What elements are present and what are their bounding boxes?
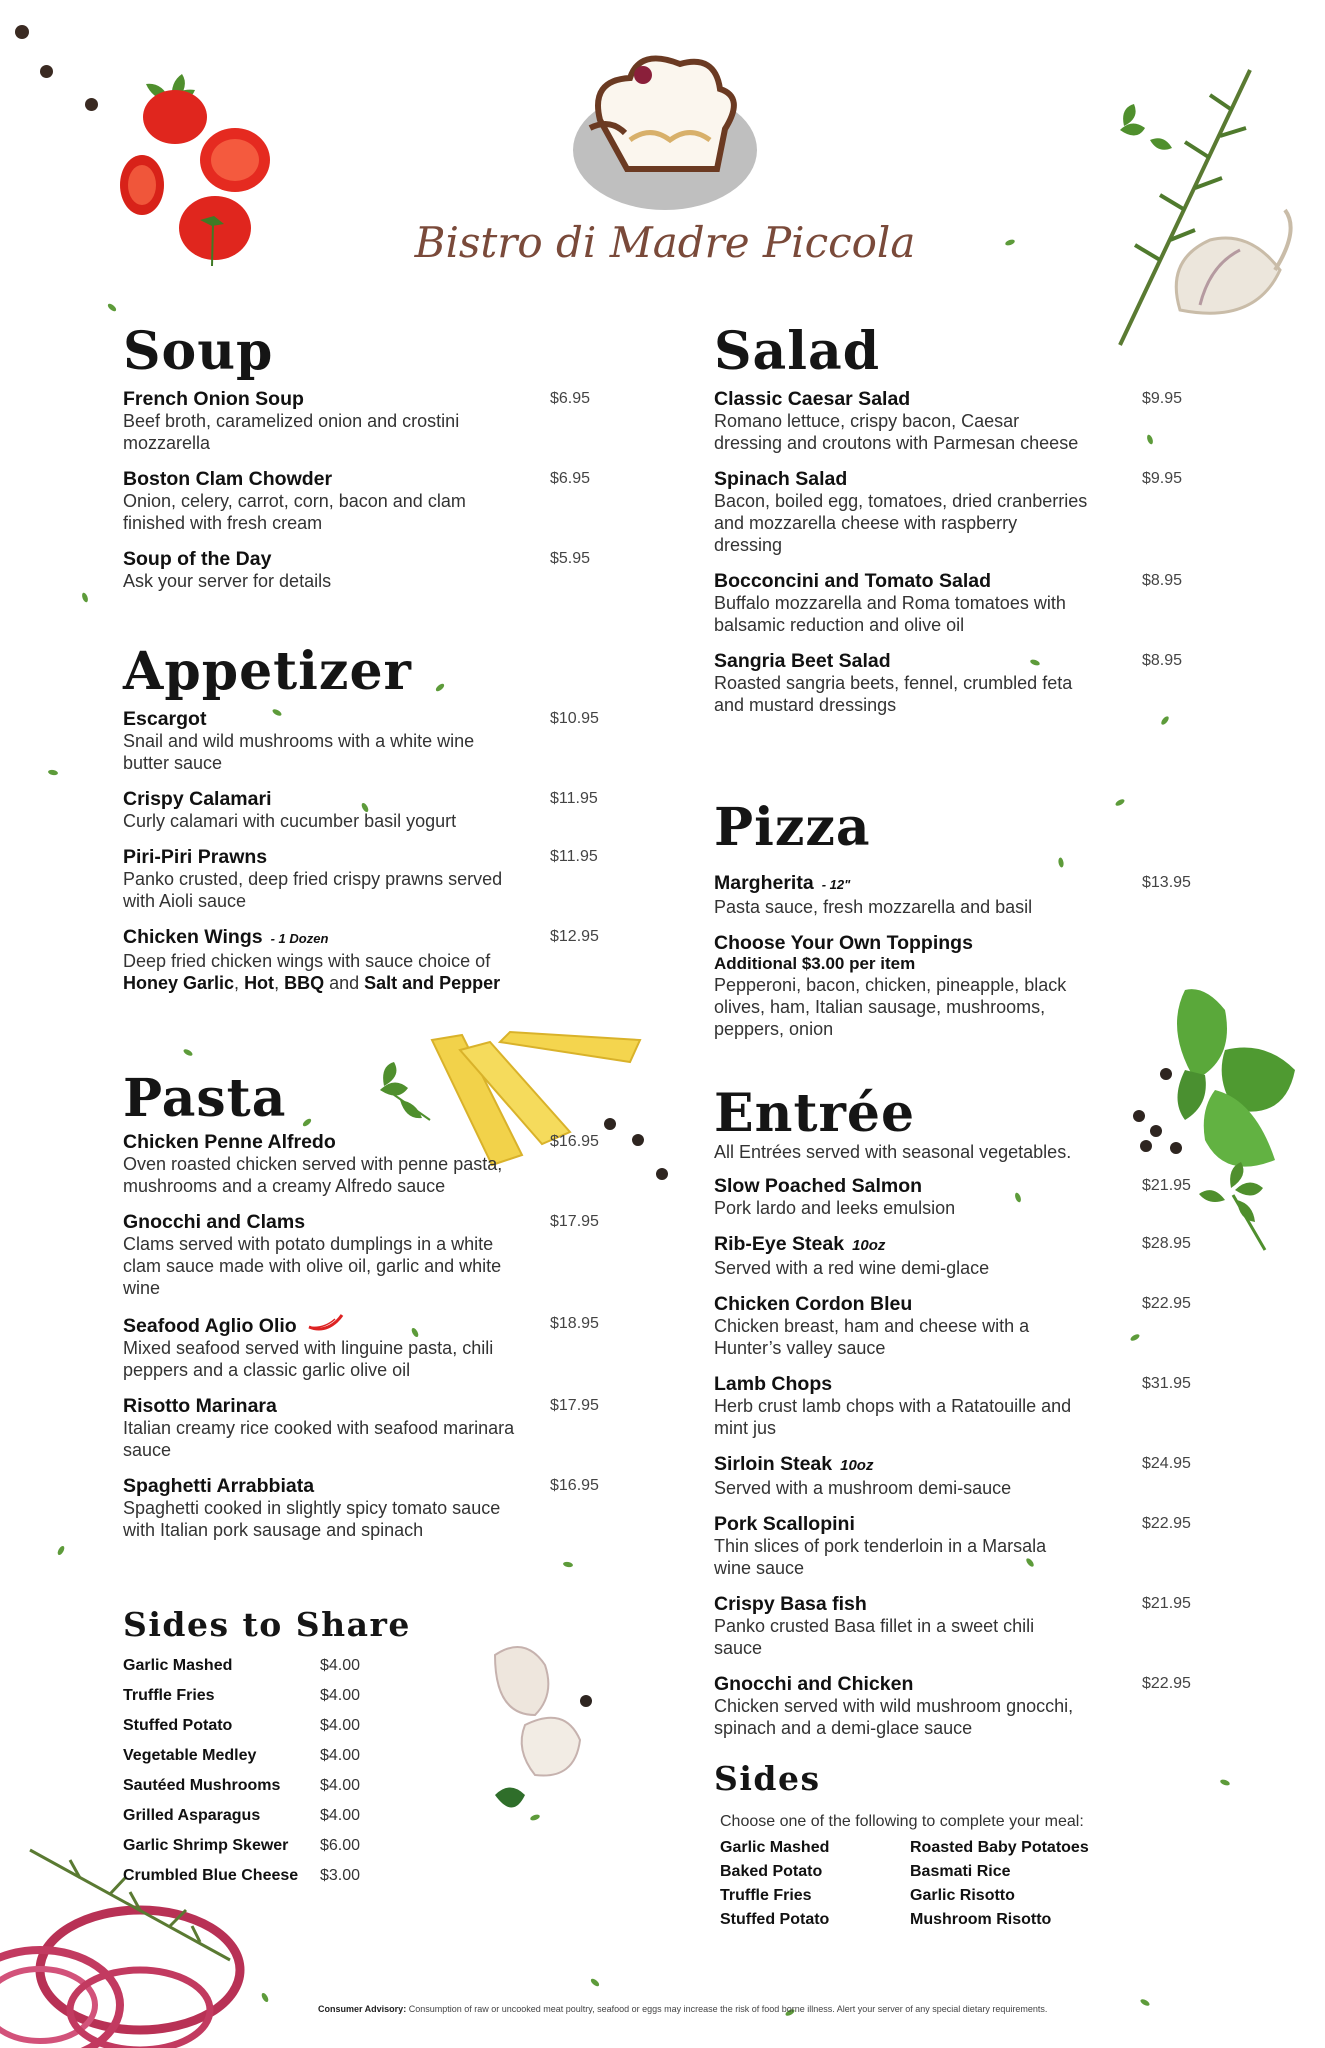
item-price: $31.95 — [1142, 1375, 1191, 1392]
item-price: $9.95 — [1142, 470, 1183, 487]
item-price: $10.95 — [550, 710, 599, 727]
menu-item — [714, 1175, 1214, 1219]
item-description: Beef broth, caramelized onion and crostini mozzarella — [123, 411, 460, 453]
menu-item — [123, 1313, 623, 1381]
item-description: Chicken served with wild mushroom gnocchi, spinach and a demi-glace sauce — [714, 1696, 1074, 1738]
item-description: Curly calamari with cucumber basil yogurt — [123, 811, 457, 831]
entree-subtitle: All Entrées served with seasonal vegetables. — [714, 1142, 1072, 1162]
menu-item — [123, 1395, 623, 1461]
item-price: $21.95 — [1142, 1595, 1191, 1612]
section-title-salad: Salad — [714, 321, 881, 382]
side-option: Mushroom Risotto — [910, 1911, 1052, 1928]
desc-text: Deep fried chicken wings with sauce choice of — [123, 951, 491, 971]
item-price: $17.95 — [550, 1397, 599, 1414]
menu-item — [123, 388, 623, 454]
list-item — [123, 1801, 483, 1831]
item-description: Panko crusted, deep fried crispy prawns served with Aioli sauce — [123, 869, 503, 911]
item-name: Slow Poached Salmon — [714, 1175, 923, 1197]
item-name: Soup of the Day — [123, 548, 272, 570]
advisory-label: Consumer Advisory: — [318, 2004, 407, 2014]
item-description: Italian creamy rice cooked with seafood marinara sauce — [123, 1418, 515, 1460]
menu-item — [714, 1593, 1214, 1659]
advisory-text: Consumption of raw or uncooked meat poultry, seafood or eggs may increase the risk of food borne illness. Alert your server of any special dietary requirements. — [406, 2004, 1048, 2014]
side-name: Stuffed Potato — [123, 1717, 233, 1734]
item-name: Bocconcini and Tomato Salad — [714, 570, 992, 592]
item-price: $13.95 — [1142, 874, 1191, 891]
menu-item — [714, 1673, 1214, 1739]
item-name: Piri-Piri Prawns — [123, 846, 268, 868]
item-description: Pasta sauce, fresh mozzarella and basil — [714, 897, 1033, 917]
item-description: Pork lardo and leeks emulsion — [714, 1198, 956, 1218]
side-name: Grilled Asparagus — [123, 1807, 261, 1824]
peppercorn-icon — [580, 1695, 592, 1707]
side-price: $4.00 — [320, 1717, 361, 1734]
side-option: Truffle Fries — [720, 1887, 812, 1904]
item-description: Oven roasted chicken served with penne pasta, mushrooms and a creamy Alfredo sauce — [123, 1154, 503, 1196]
menu-item — [123, 708, 623, 774]
menu-item — [714, 1233, 1214, 1279]
list-item — [123, 1861, 483, 1891]
item-name: Escargot — [123, 708, 207, 730]
garlic-icon — [1176, 210, 1290, 313]
side-name: Garlic Shrimp Skewer — [123, 1837, 289, 1854]
rosemary-icon — [1100, 60, 1325, 350]
tomato-icon — [120, 70, 290, 280]
section-title-sides-to-share: Sides to Share — [123, 1605, 411, 1644]
menu-item — [714, 1373, 1214, 1439]
desc-sep: , — [234, 973, 245, 993]
item-description: Romano lettuce, crispy bacon, Caesar dressing and croutons with Parmesan cheese — [714, 411, 1079, 453]
peppercorn-icon — [40, 65, 53, 78]
item-description — [123, 950, 523, 994]
side-option: Baked Potato — [720, 1863, 823, 1880]
menu-item — [123, 846, 623, 912]
item-description: Bacon, boiled egg, tomatoes, dried cranberries and mozzarella cheese with raspberry dressing — [714, 491, 1088, 555]
item-name: Spaghetti Arrabbiata — [123, 1475, 315, 1497]
section-title-soup: Soup — [123, 321, 274, 382]
list-item — [123, 1711, 483, 1741]
item-price: $11.95 — [550, 848, 598, 865]
item-name: Gnocchi and Clams — [123, 1211, 306, 1233]
item-name: Sirloin Steak — [714, 1453, 833, 1475]
desc-sep: , — [274, 973, 285, 993]
side-option: Stuffed Potato — [720, 1911, 830, 1928]
menu-item-chicken-wings — [123, 926, 623, 994]
entree-section — [714, 1083, 1214, 1753]
desc-sep: and — [324, 973, 365, 993]
side-option: Garlic Risotto — [910, 1887, 1015, 1904]
sauce-option: Hot — [244, 973, 275, 993]
item-name: Seafood Aglio Olio — [123, 1315, 297, 1337]
section-title-appetizer: Appetizer — [123, 641, 412, 702]
item-name: Risotto Marinara — [123, 1395, 277, 1417]
item-subtitle: Additional $3.00 per item — [714, 954, 916, 973]
sauce-option: BBQ — [284, 973, 325, 993]
section-title-pasta: Pasta — [123, 1068, 287, 1129]
side-price: $4.00 — [320, 1807, 361, 1824]
menu-item — [123, 548, 623, 592]
list-item — [123, 1651, 483, 1681]
item-price: $21.95 — [1142, 1177, 1191, 1194]
item-name: Chicken Cordon Bleu — [714, 1293, 913, 1315]
item-name: Lamb Chops — [714, 1373, 833, 1395]
item-price: $28.95 — [1142, 1235, 1191, 1252]
item-price: $22.95 — [1142, 1295, 1191, 1312]
menu-item — [714, 468, 1214, 556]
item-price: $22.95 — [1142, 1515, 1191, 1532]
menu-item — [714, 1453, 1214, 1499]
side-price: $6.00 — [320, 1837, 361, 1854]
garlic-icon — [475, 1635, 605, 1835]
sauce-option: Honey Garlic — [123, 973, 235, 993]
menu-item — [714, 872, 1214, 918]
menu-item — [714, 932, 1214, 1040]
item-name: Chicken Penne Alfredo — [123, 1131, 336, 1153]
item-note: - 12" — [821, 877, 851, 892]
peppercorn-icon — [85, 98, 98, 111]
pasta-section — [123, 1068, 623, 1555]
menu-item — [714, 650, 1214, 716]
peppercorn-icon — [15, 25, 29, 39]
item-name: French Onion Soup — [123, 388, 304, 410]
chili-pepper-icon — [306, 1313, 344, 1335]
peppercorn-icon — [656, 1168, 668, 1180]
item-name: Margherita — [714, 872, 814, 894]
side-option: Roasted Baby Potatoes — [910, 1839, 1089, 1856]
item-description: Clams served with potato dumplings in a white clam sauce made with olive oil, garlic and white wine — [123, 1234, 502, 1298]
item-description: Buffalo mozzarella and Roma tomatoes with balsamic reduction and olive oil — [714, 593, 1066, 635]
item-description: Panko crusted Basa fillet in a sweet chili sauce — [714, 1616, 1035, 1658]
item-price: $6.95 — [550, 390, 591, 407]
side-price: $3.00 — [320, 1867, 361, 1884]
item-price: $22.95 — [1142, 1675, 1191, 1692]
item-note: 10oz — [840, 1457, 874, 1474]
list-item — [123, 1771, 483, 1801]
item-description: Served with a mushroom demi-sauce — [714, 1478, 1012, 1498]
menu-item — [714, 1513, 1214, 1579]
menu-item — [123, 468, 623, 534]
item-description: Chicken breast, ham and cheese with a Hunter’s valley sauce — [714, 1316, 1030, 1358]
item-name: Classic Caesar Salad — [714, 388, 911, 410]
side-price: $4.00 — [320, 1747, 361, 1764]
item-price: $17.95 — [550, 1213, 599, 1230]
item-description: Served with a red wine demi-glace — [714, 1258, 990, 1278]
item-description: Mixed seafood served with linguine pasta, chili peppers and a classic garlic olive oil — [123, 1338, 494, 1380]
side-name: Vegetable Medley — [123, 1747, 257, 1764]
pizza-section — [714, 797, 1214, 1054]
menu-item — [714, 1293, 1214, 1359]
item-description: Herb crust lamb chops with a Ratatouille and mint jus — [714, 1396, 1072, 1438]
item-name: Crispy Calamari — [123, 788, 272, 810]
side-price: $4.00 — [320, 1657, 361, 1674]
side-name: Garlic Mashed — [123, 1657, 233, 1674]
peppercorn-icon — [632, 1134, 644, 1146]
item-note: 10oz — [852, 1237, 886, 1254]
item-note: - 1 Dozen — [270, 931, 329, 946]
menu-item — [123, 788, 623, 832]
side-price: $4.00 — [320, 1687, 361, 1704]
item-name: Chicken Wings — [123, 926, 263, 948]
item-name: Rib-Eye Steak — [714, 1233, 845, 1255]
item-description: Thin slices of pork tenderloin in a Marsala wine sauce — [714, 1536, 1047, 1578]
list-item — [123, 1831, 483, 1861]
menu-item — [123, 1211, 623, 1299]
sides-to-share-section — [123, 1605, 483, 1891]
item-name: Pork Scallopini — [714, 1513, 855, 1535]
item-price: $8.95 — [1142, 572, 1183, 589]
peppercorn-icon — [1160, 1068, 1172, 1080]
item-description: Pepperoni, bacon, chicken, pineapple, black olives, ham, Italian sausage, mushrooms, peppers, onion — [714, 975, 1067, 1039]
item-name: Boston Clam Chowder — [123, 468, 333, 490]
sides-section — [714, 1759, 1194, 1929]
chef-hat-logo-icon — [565, 40, 760, 215]
section-title-sides: Sides — [714, 1759, 821, 1798]
sauce-option: Salt and Pepper — [364, 973, 501, 993]
menu-item — [714, 570, 1214, 636]
item-price: $18.95 — [550, 1315, 599, 1332]
item-price: $12.95 — [550, 928, 599, 945]
list-item — [123, 1681, 483, 1711]
item-price: $6.95 — [550, 470, 591, 487]
item-name: Spinach Salad — [714, 468, 848, 490]
item-price: $5.95 — [550, 550, 591, 567]
side-price: $4.00 — [320, 1777, 361, 1794]
item-price: $24.95 — [1142, 1455, 1191, 1472]
parsley-icon — [1120, 104, 1172, 150]
item-description: Spaghetti cooked in slightly spicy tomato sauce with Italian pork sausage and spinach — [123, 1498, 501, 1540]
soup-section — [123, 321, 623, 606]
item-name: Choose Your Own Toppings — [714, 932, 973, 954]
item-description: Ask your server for details — [123, 571, 332, 591]
menu-item — [714, 388, 1214, 454]
menu-item — [123, 1475, 623, 1541]
sides-intro: Choose one of the following to complete your meal: — [720, 1813, 1084, 1830]
item-price: $8.95 — [1142, 652, 1183, 669]
section-title-entree: Entrée — [714, 1083, 916, 1144]
salad-section — [714, 321, 1214, 730]
side-name: Truffle Fries — [123, 1687, 215, 1704]
item-price: $9.95 — [1142, 390, 1183, 407]
item-name: Sangria Beet Salad — [714, 650, 891, 672]
side-option: Garlic Mashed — [720, 1839, 830, 1856]
item-description: Onion, celery, carrot, corn, bacon and clam finished with fresh cream — [123, 491, 466, 533]
item-description: Snail and wild mushrooms with a white wine butter sauce — [123, 731, 475, 773]
appetizer-section — [123, 641, 623, 1008]
list-item — [123, 1741, 483, 1771]
side-name: Crumbled Blue Cheese — [123, 1867, 299, 1884]
item-price: $11.95 — [550, 790, 598, 807]
menu-item — [123, 1131, 623, 1197]
consumer-advisory — [318, 2004, 1218, 2014]
item-price: $16.95 — [550, 1477, 599, 1494]
item-name: Gnocchi and Chicken — [714, 1673, 914, 1695]
side-option: Basmati Rice — [910, 1863, 1011, 1880]
item-name: Crispy Basa fish — [714, 1593, 867, 1615]
item-description: Roasted sangria beets, fennel, crumbled feta and mustard dressings — [714, 673, 1073, 715]
side-name: Sautéed Mushrooms — [123, 1777, 281, 1794]
section-title-pizza: Pizza — [714, 797, 871, 858]
brand-title: Bistro di Madre Piccola — [414, 218, 916, 267]
item-price: $16.95 — [550, 1133, 599, 1150]
